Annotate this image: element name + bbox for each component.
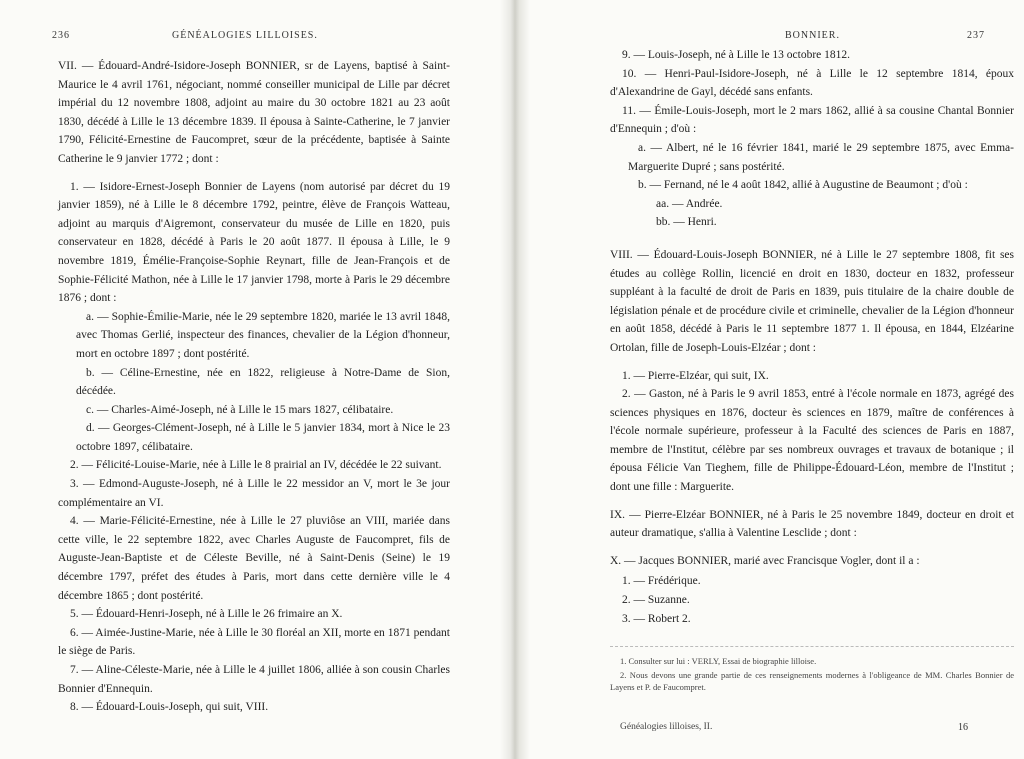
greatgrandchild-aa: aa. — Andrée. xyxy=(656,197,723,210)
child-7: 7. — Aline-Céleste-Marie, née à Lille le 4 juillet 1806, alliée à son cousin Charles Bonnier d'Ennequin. xyxy=(58,664,450,695)
right-page xyxy=(530,0,1024,759)
left-page xyxy=(0,0,500,759)
child-4: 4. — Marie-Félicité-Ernestine, née à Lille le 27 pluviôse an VIII, mariée dans cette ville, le 22 septembre 1822, avec Charles Auguste de Faucompret, fils de Auguste-Jean-Baptiste et de Céleste Beville, né à Saint-Denis (Seine) le 19 décembre 1797, préfet des études à Paris, mort dans cette dernière ville le 4 décembre 1865 ; dont postérité. xyxy=(58,515,450,602)
child-3: 3. — Edmond-Auguste-Joseph, né à Lille le 22 messidor an V, mort le 3e jour complémentaire an VI. xyxy=(58,478,450,509)
child-8: 8. — Édouard-Louis-Joseph, qui suit, VIII. xyxy=(70,701,269,714)
greatgrandchild-bb: bb. — Henri. xyxy=(656,216,717,229)
right-text-block xyxy=(610,46,1014,695)
x-child-1: 1. — Frédérique. xyxy=(622,575,701,588)
footnote-separator xyxy=(610,646,1014,647)
viii-child-1: 1. — Pierre-Elzéar, qui suit, IX. xyxy=(622,369,769,382)
left-running-title: GÉNÉALOGIES LILLOISES. xyxy=(172,30,318,41)
left-page-number: 236 xyxy=(52,30,70,41)
entry-x: X. — Jacques BONNIER, marié avec Francisque Vogler, dont il a : xyxy=(610,554,920,567)
grandchild-a: a. — Sophie-Émilie-Marie, née le 29 septembre 1820, mariée le 13 avril 1848, avec Thomas Gerlié, inspecteur des finances, chevalier de la Légion d'honneur, mort en octobre 1897 ; dont postérité. xyxy=(76,310,450,360)
grandchild-albert: a. — Albert, né le 16 février 1841, marié le 29 septembre 1875, avec Emma-Marguerite Dupré ; sans postérité. xyxy=(628,141,1014,173)
viii-child-2: 2. — Gaston, né à Paris le 9 avril 1853, entré à l'école normale en 1873, agrégé des sciences physiques en 1876, docteur ès sciences en 1879, maître de conférences à l'école normale supérieure, professeur à la Faculté des sciences de Paris en 1887, membre de l'Institut, célèbre par ses nombreux ouvrages et travaux de botanique ; il épousa Félicie Van Tieghem, fille de Philippe-Édouard-Léon, membre de l'Institut ; dont une fille : Marguerite. xyxy=(610,388,1014,494)
grandchild-c: c. — Charles-Aimé-Joseph, né à Lille le 15 mars 1827, célibataire. xyxy=(86,403,394,416)
right-page-number: 237 xyxy=(967,30,985,41)
child-5: 5. — Édouard-Henri-Joseph, né à Lille le 26 frimaire an X. xyxy=(70,608,343,621)
footer-signature-mark: 16 xyxy=(958,722,968,733)
book-gutter xyxy=(500,0,530,759)
child-1: 1. — Isidore-Ernest-Joseph Bonnier de Layens (nom autorisé par décret du 19 janvier 1859), né à Lille le 8 décembre 1792, peintre, élève de François Watteau, adjoint au marquis d'Aigremont, conservateur du musée de Lille en 1820, puis conservateur en 1828, décédé à Paris le 20 août 1877. Il épousa à Lille, le 9 novembre 1819, Émélie-Françoise-Sophie Reynart, fille de Jean-François et de Sophie-Félicité Mathon, née à Lille le 17 janvier 1798, morte à Paris le 29 décembre 1876 ; dont : xyxy=(58,180,450,305)
grandchild-d: d. — Georges-Clément-Joseph, né à Lille le 5 janvier 1834, mort à Nice le 23 octobre 1897, célibataire. xyxy=(76,422,450,453)
grandchild-fernand: b. — Fernand, né le 4 août 1842, allié à Augustine de Beaumont ; d'où : xyxy=(638,179,968,192)
footnote-1: 1. Consulter sur lui : VERLY, Essai de biographie lilloise. xyxy=(620,656,817,667)
x-child-3: 3. — Robert 2. xyxy=(622,612,691,625)
entry-viii: VIII. — Édouard-Louis-Joseph BONNIER, né à Lille le 27 septembre 1808, fit ses études au collège Rollin, licencié en droit en 1830, docteur en 1832, professeur suppléant à la faculté de droit de Paris en 1839, puis titulaire de la chaire double de législation pénale et de procédure civile et criminelle, chevalier de la Légion d'honneur en août 1858, décédé à Paris le 11 septembre 1877 1. Il épousa, en 1844, Elzéarine Ortolan, fille de Joseph-Louis-Elzéar ; dont : xyxy=(610,248,1014,354)
footnote-2: 2. Nous devons une grande partie de ces renseignements modernes à l'obligeance de MM. Charles Bonnier de Layens et P. de Faucompret. xyxy=(610,670,1014,693)
child-6: 6. — Aimée-Justine-Marie, née à Lille le 30 floréal an XII, morte en 1871 pendant le siège de Paris. xyxy=(58,626,450,658)
x-child-2: 2. — Suzanne. xyxy=(622,594,690,607)
right-running-title: BONNIER. xyxy=(785,30,840,41)
child-2: 2. — Félicité-Louise-Marie, née à Lille le 8 prairial an IV, décédée le 22 suivant. xyxy=(70,459,442,472)
left-text-block xyxy=(58,57,450,717)
child-11: 11. — Émile-Louis-Joseph, mort le 2 mars 1862, allié à sa cousine Chantal Bonnier d'Ennequin ; d'où : xyxy=(610,104,1014,136)
grandchild-b: b. — Céline-Ernestine, née en 1822, religieuse à Notre-Dame de Sion, décédée. xyxy=(76,366,450,398)
entry-ix: IX. — Pierre-Elzéar BONNIER, né à Paris le 25 novembre 1849, docteur en droit et auteur dramatique, s'allia à Valentine Lesclide ; dont : xyxy=(610,508,1014,540)
child-9: 9. — Louis-Joseph, né à Lille le 13 octobre 1812. xyxy=(622,49,851,61)
footer-book-title: Généalogies lilloises, II. xyxy=(620,722,713,732)
entry-vii: VII. — Édouard-André-Isidore-Joseph BONNIER, sr de Layens, baptisé à Saint-Maurice le 4 avril 1761, négociant, nommé conseiller municipal de Lille par décret impérial du 12 novembre 1808, adjoint au maire du 30 octobre 1821 au 23 août 1830, décédé à Lille le 13 décembre 1839. Il épousa à Sainte-Catherine, le 7 janvier 1790, Félicité-Ernestine de Faucompret, sœur de la précédente, baptisée à Sainte Catherine le 9 janvier 1772 ; dont : xyxy=(58,60,450,165)
child-10: 10. — Henri-Paul-Isidore-Joseph, né à Lille le 12 septembre 1814, époux d'Alexandrine de Gayl, décédé sans enfants. xyxy=(610,67,1014,99)
